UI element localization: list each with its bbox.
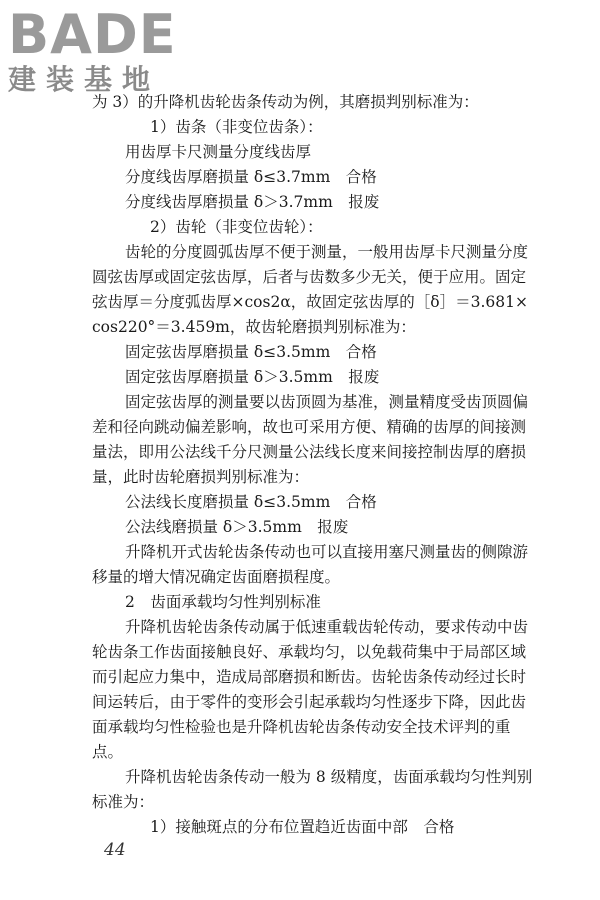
list-heading: 2）齿轮（非变位齿轮）： xyxy=(150,218,323,236)
text-line: 量法，即用公法线千分尺测量公法线长度来间接控制齿厚的磨损 xyxy=(92,443,527,461)
list-heading: 1）齿条（非变位齿条）： xyxy=(150,118,323,136)
text-line: 而引起应力集中，造成局部磨损和断齿。齿轮齿条传动经过长时 xyxy=(92,668,527,686)
text-line: 量，此时齿轮磨损判别标准为： xyxy=(92,468,310,486)
section-heading: 2 齿面承载均匀性判别标准 xyxy=(125,593,321,611)
watermark-logo xyxy=(8,3,178,98)
text-line: 弦齿厚＝分度弧齿厚×cos2α，故固定弦齿厚的［δ］＝3.681× xyxy=(92,293,528,311)
text-line: 升降机开式齿轮齿条传动也可以直接用塞尺测量齿的侧隙游 xyxy=(125,543,529,561)
criterion-line: 分度线齿厚磨损量 δ＞3.7mm 报废 xyxy=(125,193,380,211)
text-line: 固定弦齿厚的测量要以齿顶圆为基准，测量精度受齿顶圆偏 xyxy=(125,393,529,411)
text-line: 圆弦齿厚或固定弦齿厚，后者与齿数多少无关，便于应用。固定 xyxy=(92,268,527,286)
text-line: 升降机齿轮齿条传动一般为 8 级精度，齿面承载均匀性判别 xyxy=(125,768,533,786)
text-line: 面承载均匀性检验也是升降机齿轮齿条传动安全技术评判的重 xyxy=(92,718,511,736)
criterion-line: 分度线齿厚磨损量 δ≤3.7mm 合格 xyxy=(125,168,377,186)
text-line: 用齿厚卡尺测量分度线齿厚 xyxy=(125,143,312,161)
text-line: 移量的增大情况确定齿面磨损程度。 xyxy=(92,568,341,586)
text-line: cos220°＝3.459m，故齿轮磨损判别标准为： xyxy=(92,318,416,336)
criterion-line: 固定弦齿厚磨损量 δ＞3.5mm 报废 xyxy=(125,368,380,386)
text-line: 轮齿条工作齿面接触良好、承载均匀，以免载荷集中于局部区域 xyxy=(92,643,527,661)
criterion-line: 公法线长度磨损量 δ≤3.5mm 合格 xyxy=(125,493,377,511)
logo-subtitle: 建装基地 xyxy=(8,63,161,96)
text-line: 差和径向跳动偏差影响，故也可采用方便、精确的齿厚的间接测 xyxy=(92,418,527,436)
page-number: 44 xyxy=(104,840,126,860)
text-line: 间运转后，由于零件的变形会引起承载均匀性逐步下降，因此齿 xyxy=(92,693,527,711)
text-line: 齿轮的分度圆弧齿厚不便于测量，一般用齿厚卡尺测量分度 xyxy=(125,243,529,261)
criterion-line: 固定弦齿厚磨损量 δ≤3.5mm 合格 xyxy=(125,343,377,361)
text-line: 标准为： xyxy=(92,793,155,811)
criterion-line: 1）接触斑点的分布位置趋近齿面中部 合格 xyxy=(150,818,455,836)
text-line: 点。 xyxy=(92,743,124,761)
criterion-line: 公法线磨损量 δ＞3.5mm 报废 xyxy=(125,518,349,536)
text-line: 升降机齿轮齿条传动属于低速重载齿轮传动，要求传动中齿 xyxy=(125,618,529,636)
text-line: 为 3）的升降机齿轮齿条传动为例，其磨损判别标准为： xyxy=(92,93,479,111)
logo-brand: BADE xyxy=(8,3,177,66)
